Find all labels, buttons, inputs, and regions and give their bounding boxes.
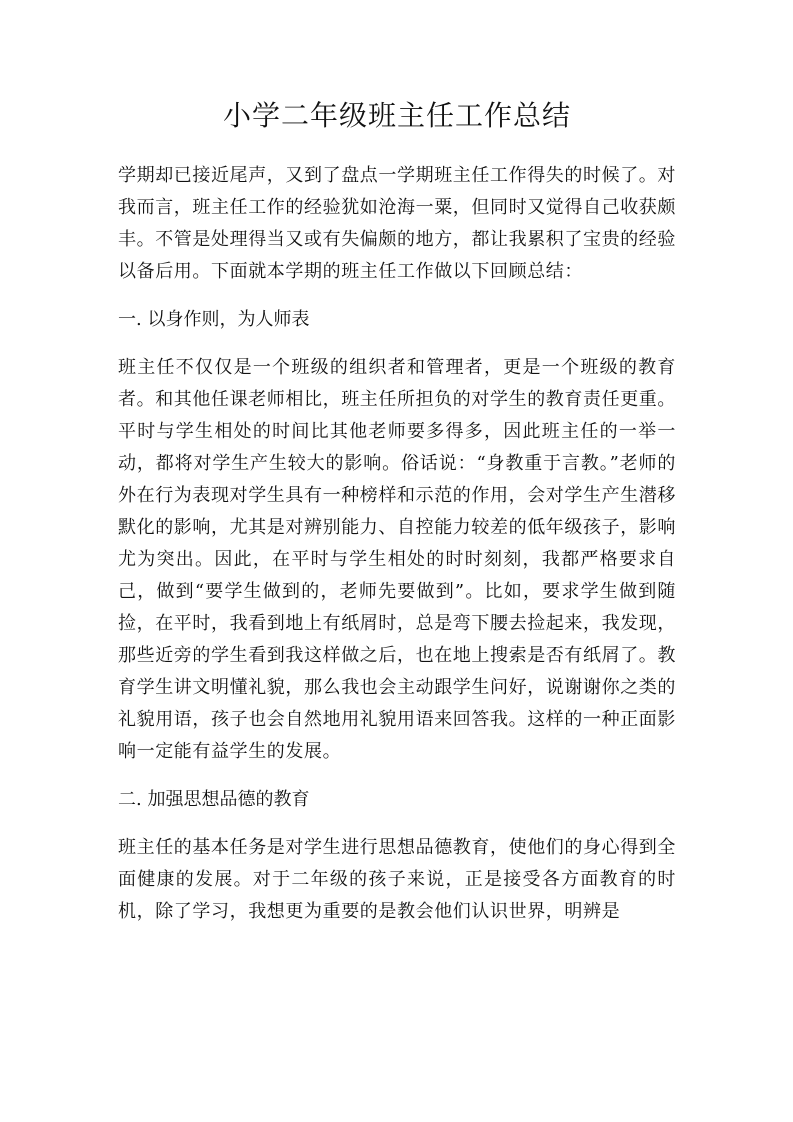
document-page bbox=[118, 92, 676, 944]
section-2-paragraph: 班主任的基本任务是对学生进行思想品德教育，使他们的身心得到全面健康的发展。对于二年级的孩子来说，正是接受各方面教育的时机，除了学习，我想更为重要的是教会他们认识世界，明辨是 bbox=[118, 837, 676, 922]
section-2-heading: 二. 加强思想品德的教育 bbox=[118, 789, 310, 810]
document-title: 小学二年级班主任工作总结 bbox=[222, 99, 571, 132]
section-1-heading: 一. 以身作则，为人师表 bbox=[118, 309, 310, 330]
section-1-paragraph: 班主任不仅仅是一个班级的组织者和管理者，更是一个班级的教育者。和其他任课老师相比，班主任所担负的对学生的教育责任更重。平时与学生相处的时间比其他老师要多得多，因此班主任的一举一动，都将对学生产生较大的影响。俗话说：“身教重于言教。”老师的外在行为表现对学生具有一种榜样和示范的作用，会对学生产生潜移默化的影响，尤其是对辨别能力、自控能力较差的低年级孩子，影响尤为突出。因此，在平时与学生相处的时时刻刻，我都严格要求自己，做到“要学生做到的，老师先要做到”。比如，要求学生做到随捡，在平时，我看到地上有纸屑时，总是弯下腰去捡起来，我发现，那些近旁的学生看到我这样做之后，也在地上搜索是否有纸屑了。教育学生讲文明懂礼貌，那么我也会主动跟学生问好，说谢谢你之类的礼貌用语，孩子也会自然地用礼貌用语来回答我。这样的一种正面影响一定能有益学生的发展。 bbox=[118, 357, 676, 762]
intro-paragraph: 学期却已接近尾声，又到了盘点一学期班主任工作得失的时候了。对我而言，班主任工作的经验犹如沧海一粟，但同时又觉得自己收获颇丰。不管是处理得当又或有失偏颇的地方，都让我累积了宝贵的经验以备后用。下面就本学期的班主任工作做以下回顾总结： bbox=[118, 165, 676, 282]
